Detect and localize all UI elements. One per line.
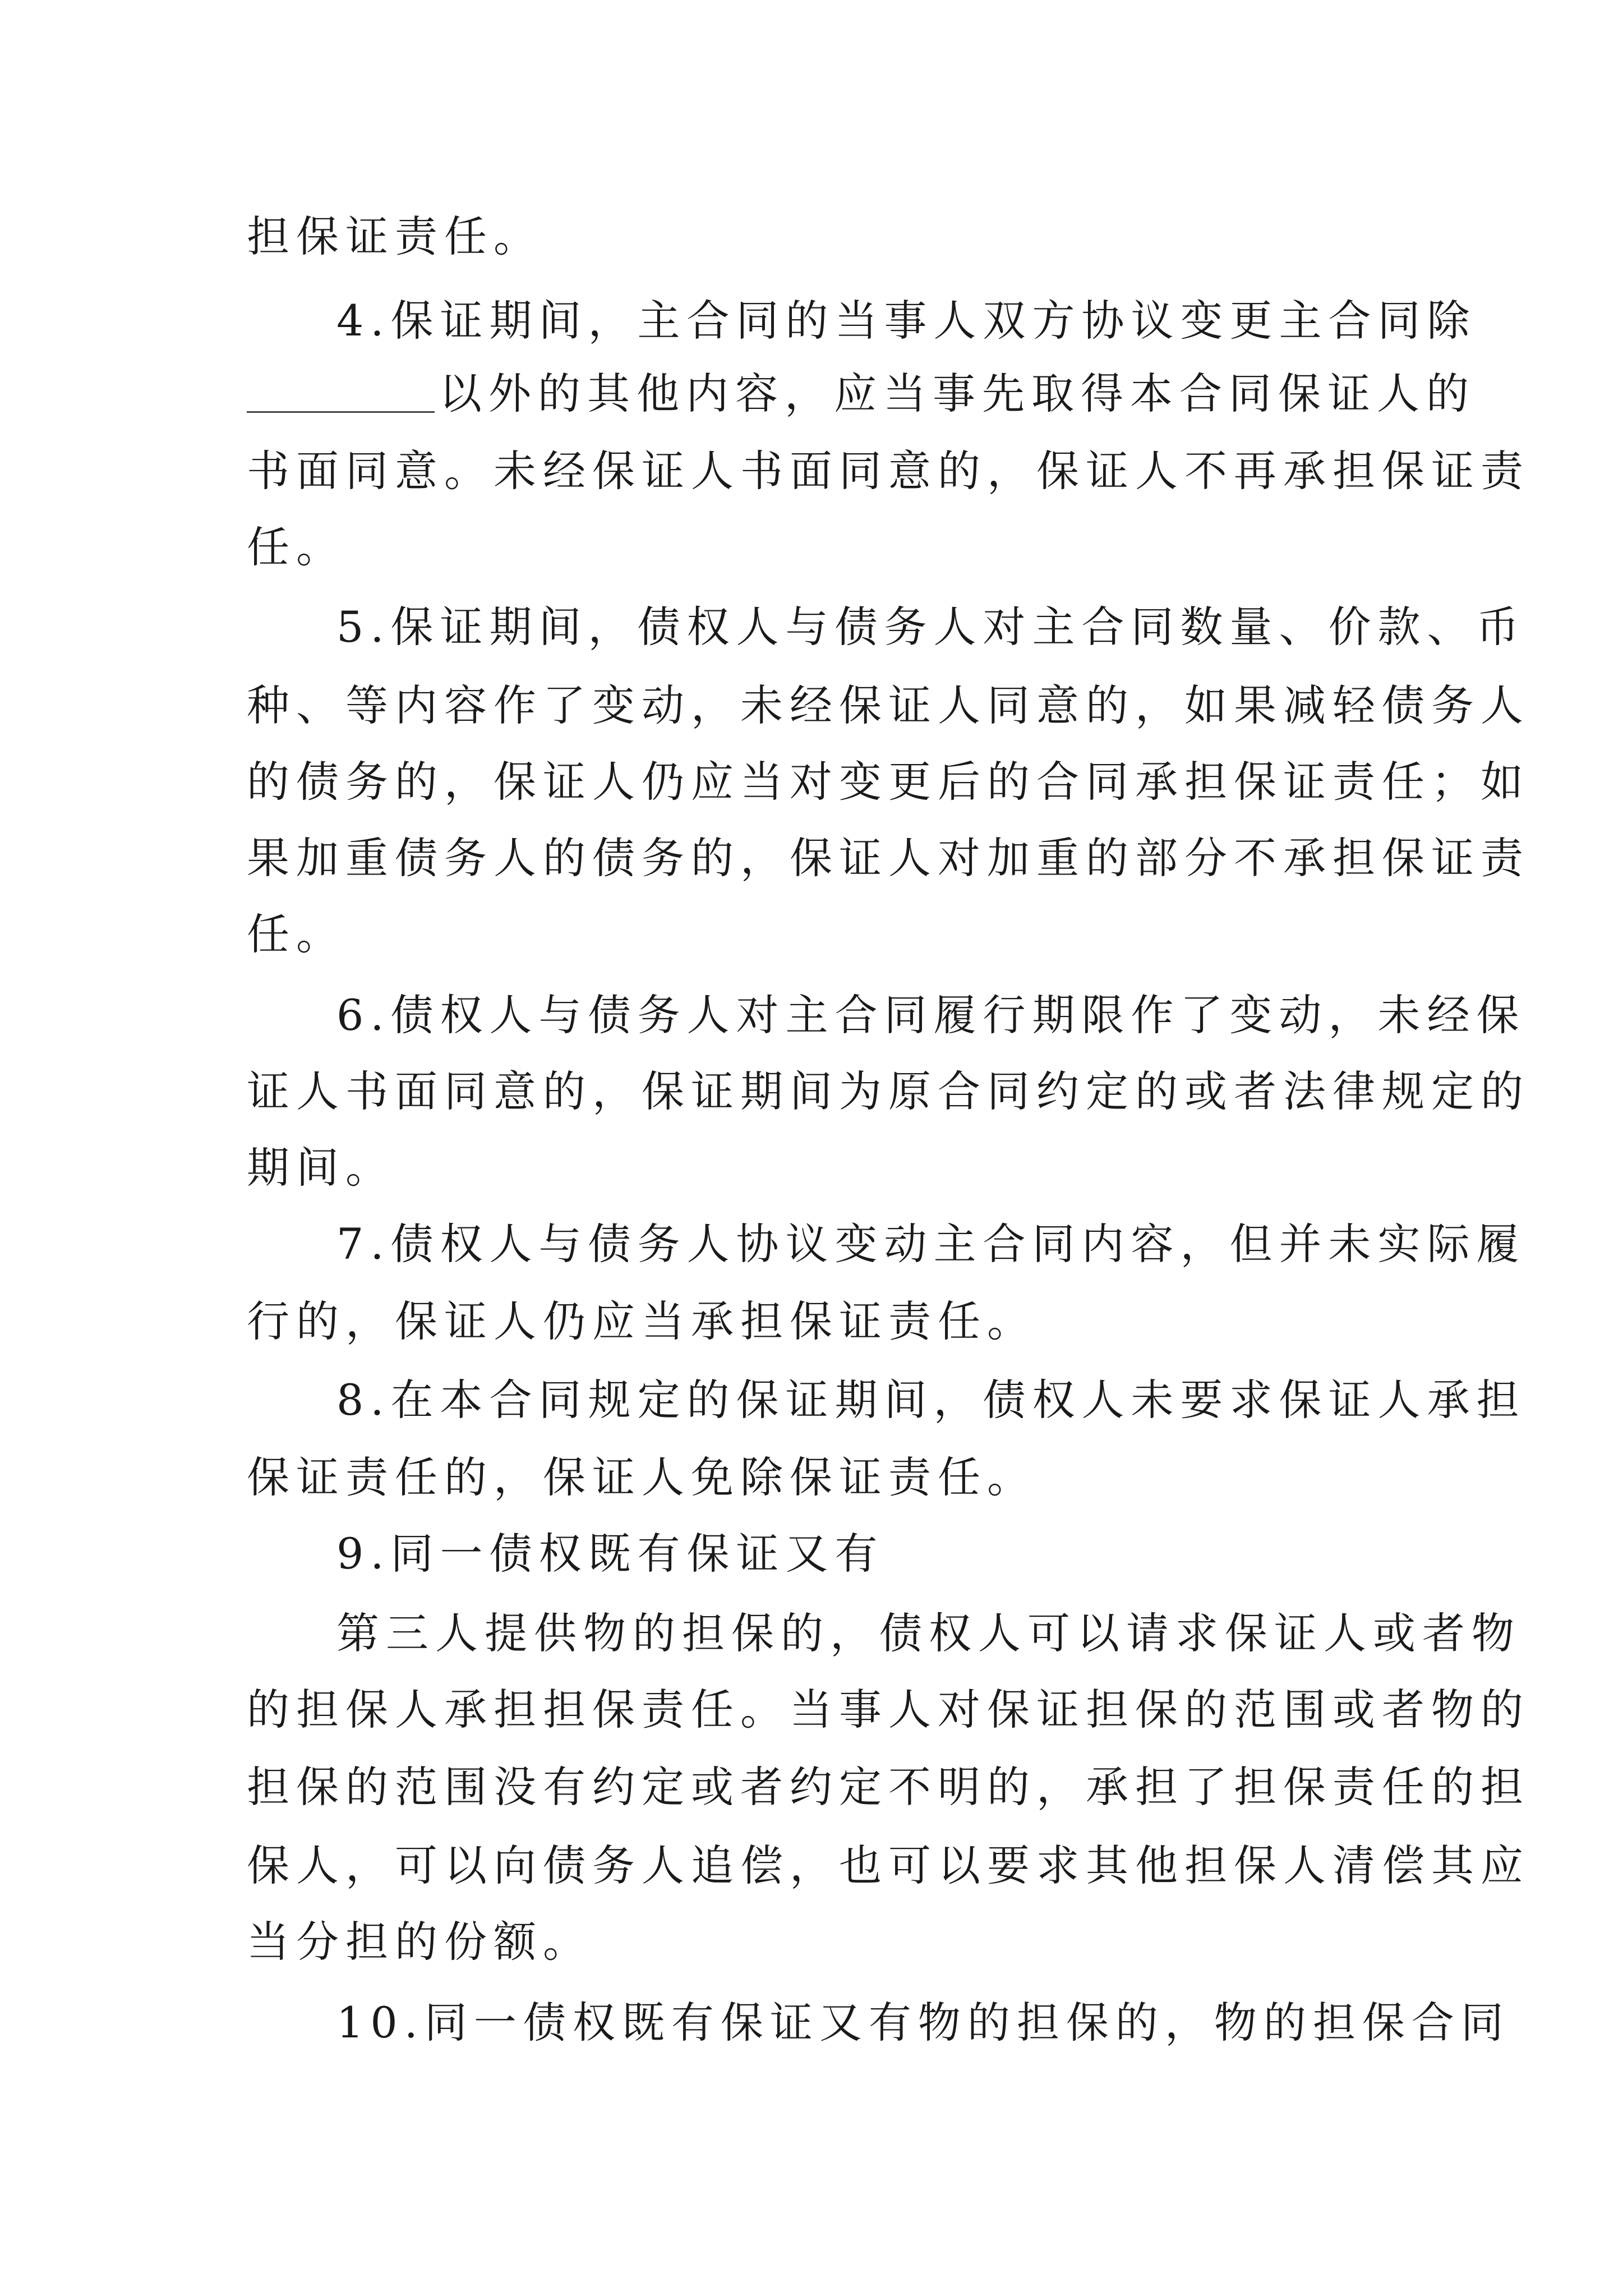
text-line: 的债务的，保证人仍应当对变更后的合同承担保证责任；如	[247, 757, 1530, 807]
text-line: 的担保人承担担保责任。当事人对保证担保的范围或者物的	[247, 1685, 1530, 1734]
text-line: 果加重债务人的债务的，保证人对加重的部分不承担保证责	[247, 833, 1530, 883]
fill-in-blank	[247, 372, 435, 413]
clause-5-line: 5.保证期间，债权人与债务人对主合同数量、价款、币	[336, 602, 1526, 652]
text-line: 任。	[247, 522, 345, 572]
text-line: 担保证责任。	[247, 211, 543, 261]
clause-10-line: 10.同一债权既有保证又有物的担保的，物的担保合同	[336, 1998, 1510, 2047]
text-line: 保人，可以向债务人追偿，也可以要求其他担保人清偿其应	[247, 1841, 1530, 1890]
clause-6-line: 6.债权人与债务人对主合同履行期限作了变动，未经保	[336, 990, 1526, 1040]
clause-7-line: 7.债权人与债务人协议变动主合同内容，但并未实际履	[336, 1219, 1526, 1269]
text-line: 任。	[247, 909, 345, 959]
text-line	[247, 366, 1476, 422]
clause-9-line: 9.同一债权既有保证又有	[336, 1529, 884, 1579]
text-line: 种、等内容作了变动，未经保证人同意的，如果减轻债务人	[247, 680, 1530, 730]
text-line: 当分担的份额。	[247, 1917, 592, 1967]
text-line: 行的，保证人仍应当承担保证责任。	[247, 1296, 1036, 1346]
text-line: 担保的范围没有约定或者约定不明的，承担了担保责任的担	[247, 1762, 1530, 1812]
paragraph-line: 第三人提供物的担保的，债权人可以请求保证人或者物	[336, 1608, 1521, 1658]
text-line: 证人书面同意的，保证期间为原合同约定的或者法律规定的	[247, 1066, 1530, 1116]
text-line: 期间。	[247, 1143, 395, 1193]
clause-4-line: 4.保证期间，主合同的当事人双方协议变更主合同除	[336, 296, 1477, 346]
text-line-content: 以外的其他内容，应当事先取得本合同保证人的	[439, 369, 1476, 418]
text-line: 书面同意。未经保证人书面同意的，保证人不再承担保证责	[247, 446, 1530, 496]
text-line: 保证责任的，保证人免除保证责任。	[247, 1452, 1036, 1502]
clause-8-line: 8.在本合同规定的保证期间，债权人未要求保证人承担	[336, 1375, 1526, 1425]
